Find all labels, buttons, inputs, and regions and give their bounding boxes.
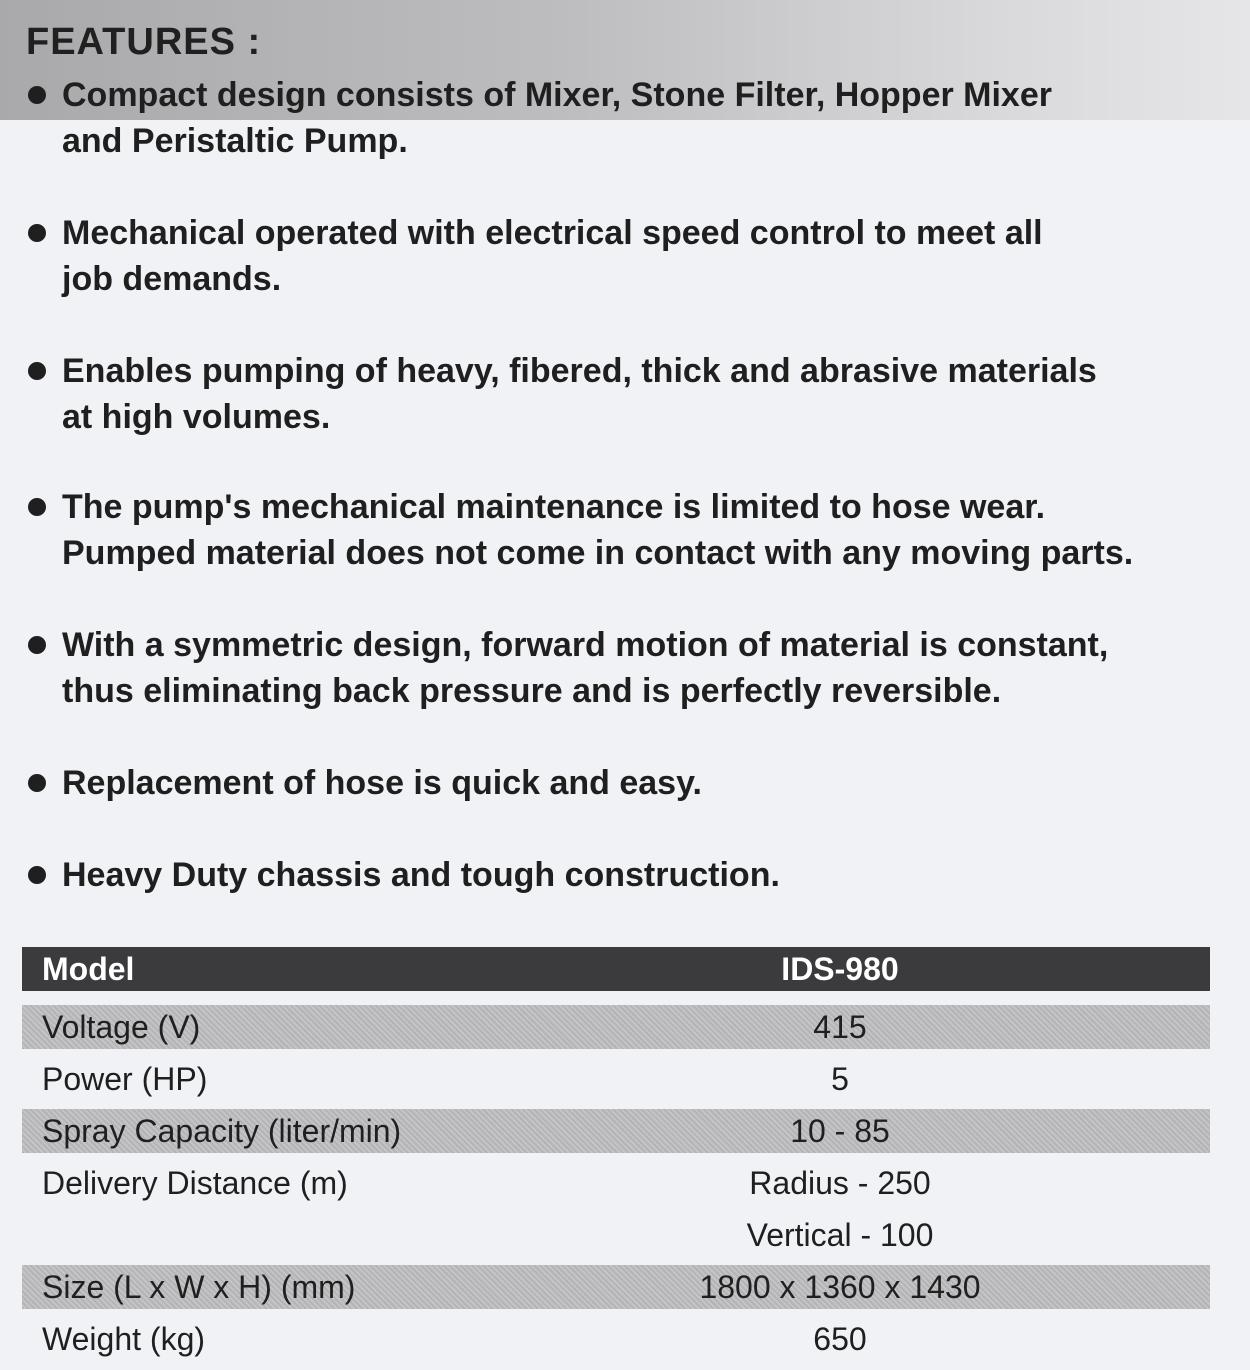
feature-item <box>28 210 1243 302</box>
feature-line: Mechanical operated with electrical speed control to meet all <box>62 214 1043 252</box>
spec-label: Power (HP) <box>42 1061 208 1097</box>
feature-line: job demands. <box>62 260 282 298</box>
spec-value: 1800 x 1360 x 1430 <box>699 1269 981 1305</box>
spec-value: Vertical - 100 <box>746 1217 934 1253</box>
spec-value: 650 <box>813 1321 867 1357</box>
bullet-icon <box>28 774 46 792</box>
features-title: FEATURES : <box>26 21 262 63</box>
feature-item <box>28 484 1243 576</box>
spec-row-power <box>22 1057 1210 1101</box>
feature-line: Compact design consists of Mixer, Stone Filter, Hopper Mixer <box>62 76 1052 114</box>
feature-line: With a symmetric design, forward motion of material is constant, <box>62 626 1109 664</box>
bullet-icon <box>28 86 46 104</box>
feature-item <box>28 622 1243 714</box>
spec-label: Delivery Distance (m) <box>42 1165 348 1201</box>
bullet-icon <box>28 224 46 242</box>
spec-header-value: IDS-980 <box>781 951 899 987</box>
spec-row-spray-capacity <box>22 1109 1210 1153</box>
feature-line: Enables pumping of heavy, fibered, thick and abrasive materials <box>62 352 1097 390</box>
spec-value: 5 <box>831 1061 849 1097</box>
feature-line: Heavy Duty chassis and tough construction. <box>62 856 780 894</box>
spec-value: 10 - 85 <box>790 1113 890 1149</box>
spec-row-weight <box>22 1317 1210 1361</box>
feature-line: Pumped material does not come in contact with any moving parts. <box>62 534 1134 572</box>
spec-value: 415 <box>813 1009 867 1045</box>
spec-label: Spray Capacity (liter/min) <box>42 1113 402 1149</box>
spec-header-row <box>22 947 1210 991</box>
feature-line: The pump's mechanical maintenance is limited to hose wear. <box>62 488 1046 526</box>
feature-item <box>28 348 1243 440</box>
spec-row-size <box>22 1265 1210 1309</box>
spec-label: Weight (kg) <box>42 1321 206 1357</box>
bullet-icon <box>28 362 46 380</box>
bullet-icon <box>28 498 46 516</box>
spec-header-label: Model <box>42 951 135 987</box>
spec-row-voltage <box>22 1005 1210 1049</box>
spec-row-delivery-distance <box>22 1161 1210 1257</box>
spec-label: Size (L x W x H) (mm) <box>42 1269 356 1305</box>
feature-line: at high volumes. <box>62 398 331 436</box>
feature-line: thus eliminating back pressure and is perfectly reversible. <box>62 672 1002 710</box>
feature-line: and Peristaltic Pump. <box>62 122 408 160</box>
spec-value: Radius - 250 <box>749 1165 931 1201</box>
feature-item <box>28 760 1243 806</box>
feature-item <box>28 852 1243 898</box>
spec-label: Voltage (V) <box>42 1009 201 1045</box>
feature-item <box>28 72 1243 164</box>
feature-line: Replacement of hose is quick and easy. <box>62 764 702 802</box>
bullet-icon <box>28 866 46 884</box>
bullet-icon <box>28 636 46 654</box>
